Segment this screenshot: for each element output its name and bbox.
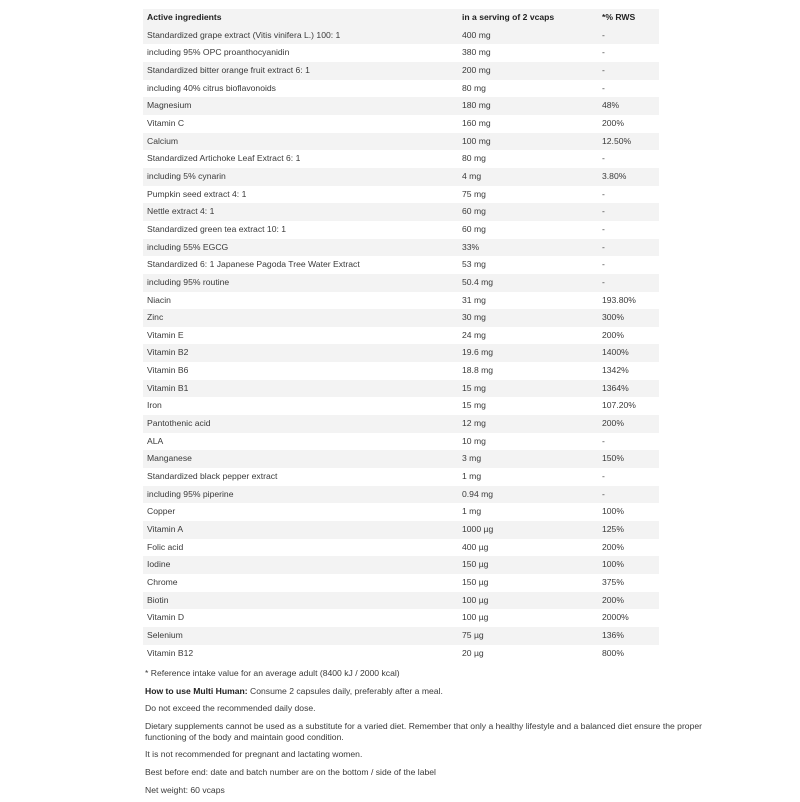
cell-rws: - xyxy=(598,468,659,486)
cell-amount: 18.8 mg xyxy=(458,362,598,380)
cell-amount: 31 mg xyxy=(458,292,598,310)
cell-ingredient: Calcium xyxy=(143,133,458,151)
table-row xyxy=(143,150,659,168)
cell-ingredient: ALA xyxy=(143,433,458,451)
cell-amount: 3 mg xyxy=(458,450,598,468)
cell-ingredient: including 95% piperine xyxy=(143,486,458,504)
table-row xyxy=(143,433,659,451)
cell-ingredient: Niacin xyxy=(143,292,458,310)
cell-rws: 150% xyxy=(598,450,659,468)
cell-rws: 200% xyxy=(598,115,659,133)
table-row xyxy=(143,556,659,574)
table-row xyxy=(143,274,659,292)
table-row xyxy=(143,292,659,310)
table-row xyxy=(143,203,659,221)
cell-amount: 0.94 mg xyxy=(458,486,598,504)
table-row xyxy=(143,80,659,98)
table-row xyxy=(143,309,659,327)
table-row xyxy=(143,327,659,345)
header-rws: *% RWS xyxy=(598,9,659,27)
table-row xyxy=(143,645,659,663)
cell-amount: 75 mg xyxy=(458,186,598,204)
cell-ingredient: Vitamin B2 xyxy=(143,344,458,362)
notes-section xyxy=(145,668,745,802)
table-row xyxy=(143,521,659,539)
cell-amount: 1 mg xyxy=(458,468,598,486)
cell-ingredient: including 40% citrus bioflavonoids xyxy=(143,80,458,98)
cell-rws: - xyxy=(598,433,659,451)
net-weight: Net weight: 60 vcaps xyxy=(145,784,225,795)
cell-ingredient: Iron xyxy=(143,397,458,415)
cell-ingredient: Iodine xyxy=(143,556,458,574)
table-row xyxy=(143,609,659,627)
cell-ingredient: Standardized Artichoke Leaf Extract 6: 1 xyxy=(143,150,458,168)
cell-amount: 400 µg xyxy=(458,539,598,557)
cell-ingredient: including 55% EGCG xyxy=(143,239,458,257)
cell-rws: 800% xyxy=(598,645,659,663)
cell-ingredient: Zinc xyxy=(143,309,458,327)
ingredients-table xyxy=(143,9,659,662)
cell-amount: 10 mg xyxy=(458,433,598,451)
cell-amount: 1000 µg xyxy=(458,521,598,539)
table-row xyxy=(143,627,659,645)
cell-ingredient: including 95% OPC proanthocyanidin xyxy=(143,44,458,62)
cell-rws: - xyxy=(598,256,659,274)
reference-note: * Reference intake value for an average adult (8400 kJ / 2000 kcal) xyxy=(145,668,400,678)
cell-amount: 19.6 mg xyxy=(458,344,598,362)
cell-amount: 100 mg xyxy=(458,133,598,151)
cell-rws: 200% xyxy=(598,592,659,610)
table-row xyxy=(143,27,659,45)
table-row xyxy=(143,133,659,151)
cell-rws: - xyxy=(598,221,659,239)
table-row xyxy=(143,415,659,433)
cell-ingredient: Pantothenic acid xyxy=(143,415,458,433)
cell-ingredient: Copper xyxy=(143,503,458,521)
cell-ingredient: Vitamin B12 xyxy=(143,645,458,663)
how-to-use-label: How to use Multi Human: xyxy=(145,685,248,696)
cell-ingredient: Magnesium xyxy=(143,97,458,115)
table-row xyxy=(143,380,659,398)
cell-rws: 100% xyxy=(598,556,659,574)
cell-amount: 15 mg xyxy=(458,397,598,415)
cell-ingredient: Chrome xyxy=(143,574,458,592)
table-row xyxy=(143,486,659,504)
cell-rws: 1364% xyxy=(598,380,659,398)
cell-rws: 200% xyxy=(598,539,659,557)
table-row xyxy=(143,239,659,257)
dose-warning: Do not exceed the recommended daily dose. xyxy=(145,703,316,714)
cell-rws: 12.50% xyxy=(598,133,659,151)
table-row xyxy=(143,539,659,557)
header-ingredient: Active ingredients xyxy=(143,9,458,27)
cell-rws: 125% xyxy=(598,521,659,539)
table-row xyxy=(143,62,659,80)
best-before: Best before end: date and batch number are on the bottom / side of the label xyxy=(145,766,436,777)
table-row xyxy=(143,450,659,468)
cell-amount: 30 mg xyxy=(458,309,598,327)
table-row xyxy=(143,503,659,521)
table-row xyxy=(143,574,659,592)
cell-amount: 24 mg xyxy=(458,327,598,345)
cell-ingredient: Vitamin A xyxy=(143,521,458,539)
cell-rws: - xyxy=(598,150,659,168)
table-row xyxy=(143,362,659,380)
cell-rws: - xyxy=(598,186,659,204)
cell-rws: - xyxy=(598,486,659,504)
cell-amount: 100 µg xyxy=(458,592,598,610)
cell-rws: - xyxy=(598,239,659,257)
cell-amount: 1 mg xyxy=(458,503,598,521)
cell-ingredient: Standardized 6: 1 Japanese Pagoda Tree Water Extract xyxy=(143,256,458,274)
table-row xyxy=(143,397,659,415)
cell-ingredient: Standardized green tea extract 10: 1 xyxy=(143,221,458,239)
cell-ingredient: Selenium xyxy=(143,627,458,645)
cell-ingredient: including 95% routine xyxy=(143,274,458,292)
cell-rws: - xyxy=(598,44,659,62)
cell-rws: 375% xyxy=(598,574,659,592)
cell-ingredient: Folic acid xyxy=(143,539,458,557)
cell-ingredient: Vitamin E xyxy=(143,327,458,345)
table-row xyxy=(143,97,659,115)
cell-rws: 200% xyxy=(598,327,659,345)
cell-amount: 20 µg xyxy=(458,645,598,663)
cell-amount: 75 µg xyxy=(458,627,598,645)
cell-amount: 80 mg xyxy=(458,150,598,168)
cell-amount: 50.4 mg xyxy=(458,274,598,292)
cell-ingredient: Manganese xyxy=(143,450,458,468)
cell-ingredient: Vitamin D xyxy=(143,609,458,627)
cell-ingredient: Pumpkin seed extract 4: 1 xyxy=(143,186,458,204)
cell-rws: 136% xyxy=(598,627,659,645)
cell-rws: 2000% xyxy=(598,609,659,627)
cell-rws: - xyxy=(598,27,659,45)
table-row xyxy=(143,44,659,62)
table-row xyxy=(143,468,659,486)
table-row xyxy=(143,256,659,274)
cell-amount: 4 mg xyxy=(458,168,598,186)
cell-amount: 200 mg xyxy=(458,62,598,80)
cell-amount: 400 mg xyxy=(458,27,598,45)
how-to-use xyxy=(145,686,745,697)
cell-amount: 160 mg xyxy=(458,115,598,133)
cell-ingredient: Vitamin B1 xyxy=(143,380,458,398)
cell-amount: 12 mg xyxy=(458,415,598,433)
cell-amount: 53 mg xyxy=(458,256,598,274)
cell-ingredient: Standardized black pepper extract xyxy=(143,468,458,486)
header-serving: in a serving of 2 vcaps xyxy=(458,9,598,27)
cell-rws: 3.80% xyxy=(598,168,659,186)
cell-amount: 150 µg xyxy=(458,556,598,574)
cell-amount: 33% xyxy=(458,239,598,257)
cell-ingredient: Biotin xyxy=(143,592,458,610)
cell-rws: 200% xyxy=(598,415,659,433)
cell-ingredient: Standardized grape extract (Vitis vinifera L.) 100: 1 xyxy=(143,27,458,45)
table-row xyxy=(143,221,659,239)
cell-rws: 1400% xyxy=(598,344,659,362)
table-row xyxy=(143,592,659,610)
table-header-row xyxy=(143,9,659,27)
cell-rws: 193.80% xyxy=(598,292,659,310)
cell-rws: - xyxy=(598,274,659,292)
cell-rws: 1342% xyxy=(598,362,659,380)
cell-amount: 150 µg xyxy=(458,574,598,592)
cell-amount: 380 mg xyxy=(458,44,598,62)
cell-rws: 300% xyxy=(598,309,659,327)
how-to-use-text: Consume 2 capsules daily, preferably after a meal. xyxy=(247,685,443,696)
table-row xyxy=(143,344,659,362)
cell-amount: 80 mg xyxy=(458,80,598,98)
cell-amount: 60 mg xyxy=(458,203,598,221)
cell-rws: 48% xyxy=(598,97,659,115)
cell-rws: 100% xyxy=(598,503,659,521)
cell-ingredient: including 5% cynarin xyxy=(143,168,458,186)
cell-rws: - xyxy=(598,80,659,98)
pregnancy-warning: It is not recommended for pregnant and lactating women. xyxy=(145,749,363,760)
cell-rws: - xyxy=(598,203,659,221)
table-row xyxy=(143,115,659,133)
cell-rws: - xyxy=(598,62,659,80)
cell-amount: 100 µg xyxy=(458,609,598,627)
cell-ingredient: Vitamin C xyxy=(143,115,458,133)
cell-ingredient: Standardized bitter orange fruit extract 6: 1 xyxy=(143,62,458,80)
cell-amount: 60 mg xyxy=(458,221,598,239)
substitute-warning: Dietary supplements cannot be used as a substitute for a varied diet. Remember that only a healthy lifestyle and a balanced diet ensure the proper functioning of the body and maintain good condition. xyxy=(145,720,703,742)
table-row xyxy=(143,186,659,204)
cell-ingredient: Nettle extract 4: 1 xyxy=(143,203,458,221)
cell-amount: 180 mg xyxy=(458,97,598,115)
cell-ingredient: Vitamin B6 xyxy=(143,362,458,380)
cell-amount: 15 mg xyxy=(458,380,598,398)
cell-rws: 107.20% xyxy=(598,397,659,415)
table-row xyxy=(143,168,659,186)
table-body xyxy=(143,27,659,663)
